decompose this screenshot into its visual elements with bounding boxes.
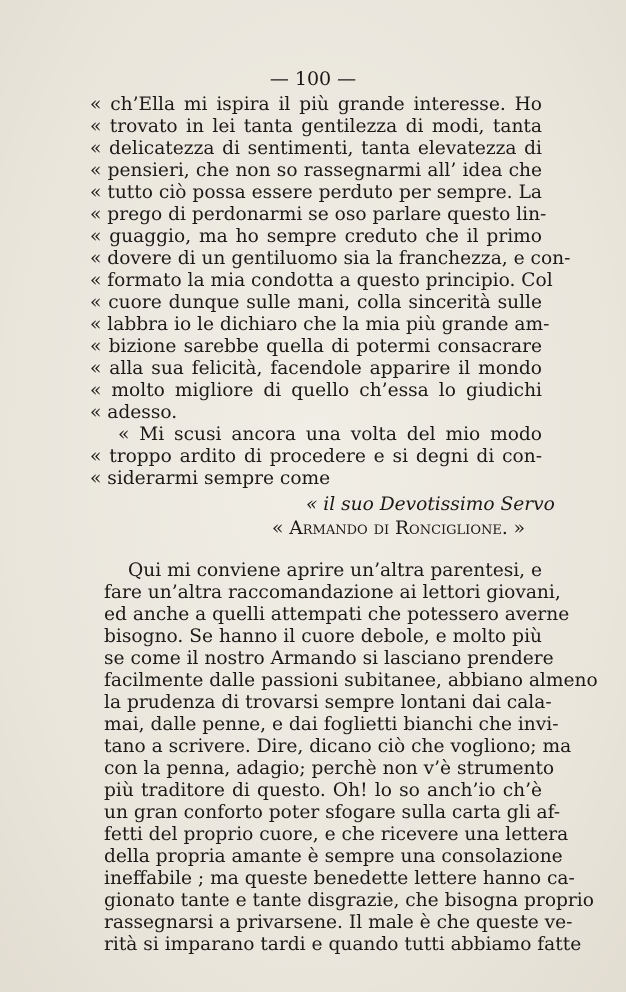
body-line: ineffabile ; ma queste benedette lettere hanno ca-	[104, 868, 575, 889]
letter-line: « molto migliore di quello ch’essa lo giudichi	[90, 380, 542, 401]
letter-line: « formato la mia condotta a questo principio. Col	[90, 270, 553, 291]
body-line: bisogno. Se hanno il cuore debole, e molto più	[104, 626, 542, 647]
body-line: la prudenza di trovarsi sempre lontani dai cala-	[104, 692, 552, 713]
body-line: se come il nostro Armando si lasciano prendere	[104, 648, 554, 669]
body-line: fare un’altra raccomandazione ai lettori giovani,	[104, 582, 561, 603]
letter-line: « delicatezza di sentimenti, tanta elevatezza di	[90, 138, 542, 159]
signature-name-line	[272, 518, 525, 540]
letter-line: « labbra io le dichiaro che la mia più grande am-	[90, 314, 550, 335]
body-line: rassegnarsi a privarsene. Il male è che queste ve-	[104, 912, 573, 933]
letter-line: « alla sua felicità, facendole apparire il mondo	[90, 358, 542, 379]
body-line: gionato tante e tante disgrazie, che bisogna proprio	[104, 890, 594, 911]
body-line: più traditore di questo. Oh! lo so anch’io ch’è	[104, 780, 542, 801]
body-line: fetti del proprio cuore, e che ricevere una lettera	[104, 824, 569, 845]
body-line: facilmente dalle passioni subitanee, abbiano almeno	[104, 670, 598, 691]
body-line: con la penna, adagio; perchè non v’è strumento	[104, 758, 555, 779]
signature-name: Armando di Ronciglione.	[289, 518, 508, 539]
letter-line: « ch’Ella mi ispira il più grande interesse. Ho	[90, 94, 542, 115]
body-line: rità si imparano tardi e quando tutti abbiamo fatte	[104, 934, 582, 955]
letter-line: « pensieri, che non so rassegnarmi all’ idea che	[90, 160, 542, 181]
letter-line: « cuore dunque sulle mani, colla sincerità sulle	[90, 292, 542, 313]
body-line: Qui mi conviene aprire un’altra parentesi, e	[128, 560, 543, 581]
body-line: un gran conforto poter sfogare sulla carta gli af-	[104, 802, 561, 823]
body-line: tano a scrivere. Dire, dicano ciò che vogliono; ma	[104, 736, 572, 757]
letter-line: « troppo ardito di procedere e si degni di con-	[90, 446, 542, 467]
letter-line: « guaggio, ma ho sempre creduto che il primo	[90, 226, 542, 247]
body-line: mai, dalle penne, e dai foglietti bianchi che invi-	[104, 714, 559, 735]
page-number: — 100 —	[269, 68, 357, 90]
letter-line: « trovato in lei tanta gentilezza di modi, tanta	[90, 116, 542, 137]
quote-open: «	[272, 518, 290, 539]
letter-line: « tutto ciò possa essere perduto per sempre. La	[90, 182, 542, 203]
letter-line: « adesso.	[90, 402, 178, 423]
letter-line: « Mi scusi ancora una volta del mio modo	[118, 424, 542, 445]
body-line: ed anche a quelli attempati che potessero averne	[104, 604, 570, 625]
quote-close: »	[507, 518, 526, 539]
letter-line: « dovere di un gentiluomo sia la franchezza, e con-	[90, 248, 571, 269]
letter-line: « prego di perdonarmi se oso parlare questo lin-	[90, 204, 547, 225]
body-line: della propria amante è sempre una consolazione	[104, 846, 563, 867]
letter-line: « siderarmi sempre come	[90, 468, 331, 489]
signature-closing: « il suo Devotissimo Servo	[306, 494, 555, 515]
letter-line: « bizione sarebbe quella di potermi consacrare	[90, 336, 542, 357]
